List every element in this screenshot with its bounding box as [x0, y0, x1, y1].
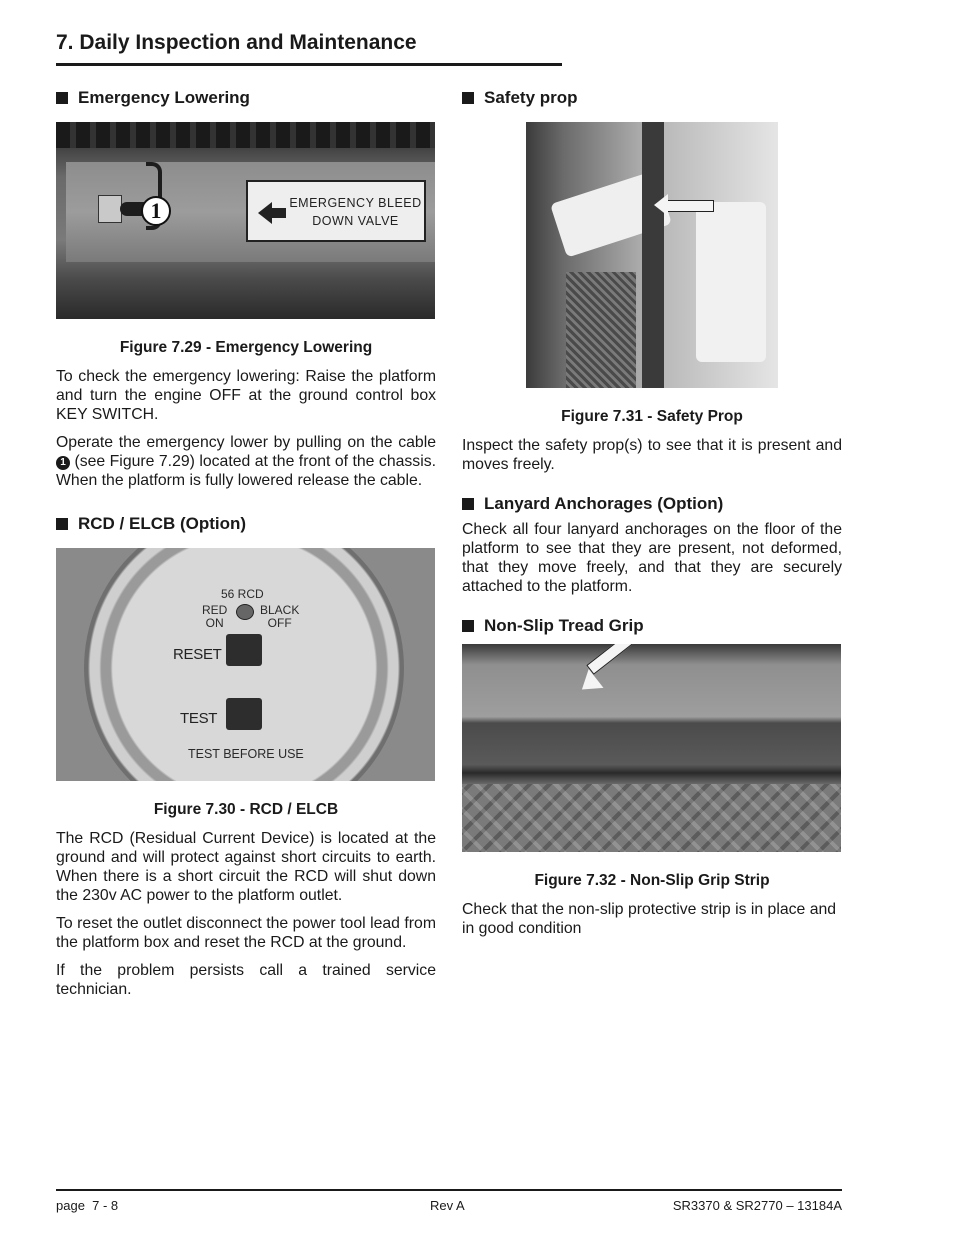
section-heading-safety-prop: Safety prop — [462, 86, 842, 110]
left-arrow-icon — [654, 194, 668, 216]
bullet-square-icon — [56, 92, 68, 104]
footer-revision: Rev A — [430, 1198, 465, 1213]
figure-caption-7-32: Figure 7.32 - Non-Slip Grip Strip — [534, 872, 770, 889]
figure-caption-7-31: Figure 7.31 - Safety Prop — [561, 408, 743, 425]
figure-caption-7-30: Figure 7.30 - RCD / ELCB — [153, 801, 339, 818]
emergency-bleed-plate: EMERGENCY BLEED DOWN VALVE — [246, 180, 426, 242]
paragraph-tread-1: Check that the non-slip protective strip is in place and in good condition — [462, 901, 837, 937]
footer-page-number: page 7 - 8 — [56, 1198, 119, 1213]
diamond-tread-strip — [462, 784, 841, 852]
figure-caption-7-29: Figure 7.29 - Emergency Lowering — [119, 339, 373, 356]
section-heading-rcd: RCD / ELCB (Option) — [56, 512, 436, 536]
paragraph-lanyard-1: Check all four lanyard anchorages on the floor of the platform to see that they are present, not deformed, that they move freely, and that they are securely attached to the platform. — [462, 521, 842, 595]
figure-rcd-elcb: 56 RCD RED ON BLACK OFF RESET TEST TEST BEFORE USE — [56, 548, 435, 781]
right-column — [462, 86, 842, 947]
callout-1-icon: 1 — [56, 456, 70, 470]
chapter-title: 7. Daily Inspection and Maintenance — [56, 31, 417, 54]
section-heading-lanyard: Lanyard Anchorages (Option) — [462, 492, 842, 516]
bullet-square-icon — [462, 620, 474, 632]
rcd-test-button — [226, 698, 262, 730]
paragraph-rcd-3: If the problem persists call a trained service technician. — [56, 962, 436, 998]
callout-marker-1: 1 — [141, 196, 171, 226]
section-heading-tread: Non-Slip Tread Grip — [462, 614, 842, 638]
figure-safety-prop — [526, 122, 778, 388]
rcd-reset-button — [226, 634, 262, 666]
left-column — [56, 86, 436, 1008]
footer-document-id: SR3370 & SR2770 – 13184A — [672, 1198, 842, 1213]
paragraph-emergency-1: To check the emergency lowering: Raise the platform and turn the engine OFF at the ground control box KEY SWITCH. — [56, 368, 436, 423]
safety-prop-bar — [642, 122, 664, 388]
bullet-square-icon — [462, 498, 474, 510]
paragraph-emergency-2: Operate the emergency lower by pulling on the cable 1 (see Figure 7.29) located at the front of the chassis. When the platform is fully lowered release the cable. — [56, 434, 436, 489]
footer-rule — [56, 1189, 842, 1191]
figure-emergency-lowering — [56, 122, 435, 319]
rcd-knob — [236, 604, 254, 620]
paragraph-rcd-1: The RCD (Residual Current Device) is located at the ground and will protect against short circuits to earth. When there is a short circuit the RCD will shut down the 230v AC power to the platform outlet. — [56, 830, 436, 904]
bullet-square-icon — [462, 92, 474, 104]
down-left-arrow-icon — [575, 669, 604, 699]
section-heading-emergency-lowering: Emergency Lowering — [56, 86, 436, 110]
bullet-square-icon — [56, 518, 68, 530]
title-rule — [56, 63, 562, 66]
paragraph-rcd-2: To reset the outlet disconnect the power tool lead from the platform box and reset the RCD at the ground. — [56, 915, 436, 951]
paragraph-safety-1: Inspect the safety prop(s) to see that it is present and moves freely. — [462, 437, 842, 473]
figure-non-slip-grip — [462, 644, 841, 852]
